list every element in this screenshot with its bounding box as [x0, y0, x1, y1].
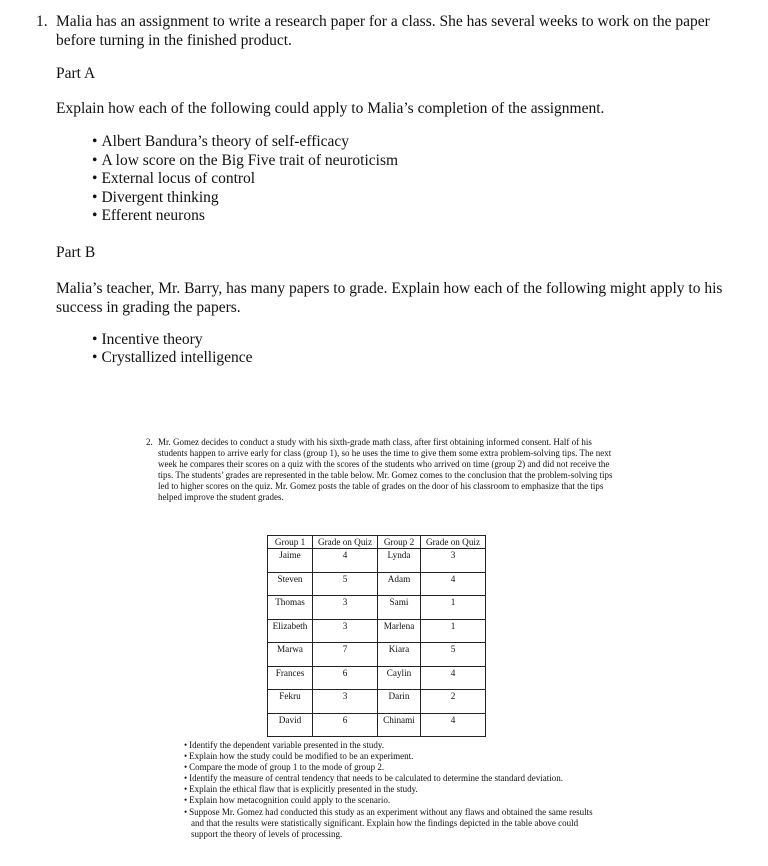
question-2 — [146, 437, 616, 504]
table-row — [268, 643, 486, 667]
table-cell: Fekru — [268, 690, 313, 714]
table-cell: 1 — [421, 596, 486, 620]
table-header: Grade on Quiz — [313, 536, 378, 549]
question-2-item: • Suppose Mr. Gomez had conducted this study as an experiment without any flaws and obtained the same results and that the results were statistically significant. Explain how the findings depicted in the table above could support the theory of levels of processing. — [184, 807, 604, 840]
part-b-item: • Crystallized intelligence — [92, 349, 736, 368]
question-2-item: • Identify the measure of central tendency that needs to be calculated to determine the standard deviation. — [184, 773, 604, 784]
table-cell: 3 — [313, 596, 378, 620]
table-cell: Thomas — [268, 596, 313, 620]
table-cell: Chinami — [378, 713, 421, 737]
table-cell: Darin — [378, 690, 421, 714]
table-cell: Frances — [268, 666, 313, 690]
table-cell: Kiara — [378, 643, 421, 667]
table-cell: 3 — [421, 549, 486, 573]
part-a-item: • Divergent thinking — [92, 189, 736, 208]
question-2-item: • Explain how metacognition could apply to the scenario. — [184, 795, 604, 806]
table-cell: Marwa — [268, 643, 313, 667]
table-cell: Caylin — [378, 666, 421, 690]
table-row — [268, 690, 486, 714]
table-cell: 4 — [421, 713, 486, 737]
question-2-item: • Identify the dependent variable presented in the study. — [184, 740, 604, 751]
table-cell: Sami — [378, 596, 421, 620]
table-cell: 3 — [313, 690, 378, 714]
table-cell: 2 — [421, 690, 486, 714]
question-2-body — [158, 437, 616, 504]
table-cell: 4 — [421, 666, 486, 690]
part-b-item: • Incentive theory — [92, 331, 736, 350]
question-2-list — [184, 740, 604, 840]
table-row — [268, 713, 486, 737]
question-2-number: 2. — [146, 437, 153, 447]
table-cell: Elizabeth — [268, 619, 313, 643]
question-1-number: 1. — [36, 13, 48, 30]
table-cell: Adam — [378, 572, 421, 596]
part-a-item: • A low score on the Big Five trait of neuroticism — [92, 152, 736, 171]
part-b-prompt: Malia’s teacher, Mr. Barry, has many papers to grade. Explain how each of the following might apply to his success in grading the papers. — [56, 279, 723, 316]
question-1-body — [56, 12, 736, 368]
table-cell: Lynda — [378, 549, 421, 573]
part-a-label: Part A — [56, 65, 96, 82]
table-header: Group 1 — [268, 536, 313, 549]
question-2-item: • Explain how the study could be modified to be an experiment. — [184, 751, 604, 762]
question-2-intro: Mr. Gomez decides to conduct a study with his sixth-grade math class, after first obtaining informed consent. Half of his students happen to arrive early for class (group 1), so he uses the time to give them some extra problem-solving tips. The next week he compares their scores on a quiz with the scores of the students who arrived on time (group 2) and did not receive the tips. The students’ grades are represented in the table below. Mr. Gomez comes to the conclusion that the problem-solving tips led to higher scores on the quiz. Mr. Gomez posts the table of grades on the door of his classroom to emphasize that the tips helped improve the student grades. — [158, 437, 613, 503]
table-cell: 5 — [313, 572, 378, 596]
table-header-row — [268, 536, 486, 549]
table-cell: Steven — [268, 572, 313, 596]
part-a-item: • Albert Bandura’s theory of self-efficacy — [92, 133, 736, 152]
part-a-item: • Efferent neurons — [92, 207, 736, 226]
part-a-list — [56, 133, 736, 226]
grades-table — [267, 535, 486, 737]
table-row — [268, 572, 486, 596]
table-cell: 6 — [313, 713, 378, 737]
table-cell: 4 — [421, 572, 486, 596]
table-cell: 1 — [421, 619, 486, 643]
question-2-item: • Explain the ethical flaw that is explicitly presented in the study. — [184, 784, 604, 795]
table-row — [268, 666, 486, 690]
table-cell: 6 — [313, 666, 378, 690]
part-b-label: Part B — [56, 243, 96, 261]
question-2-item: • Compare the mode of group 1 to the mode of group 2. — [184, 762, 604, 773]
question-1 — [36, 12, 736, 368]
part-a-item: • External locus of control — [92, 170, 736, 189]
question-1-intro: Malia has an assignment to write a research paper for a class. She has several weeks to work on the paper before turning in the finished product. — [56, 13, 710, 49]
table-cell: David — [268, 713, 313, 737]
table-header: Group 2 — [378, 536, 421, 549]
part-b-list — [56, 331, 736, 368]
table-cell: Jaime — [268, 549, 313, 573]
table-header: Grade on Quiz — [421, 536, 486, 549]
table-cell: 5 — [421, 643, 486, 667]
table-row — [268, 549, 486, 573]
table-cell: Marlena — [378, 619, 421, 643]
table-cell: 7 — [313, 643, 378, 667]
table-cell: 3 — [313, 619, 378, 643]
table-row — [268, 596, 486, 620]
table-row — [268, 619, 486, 643]
part-a-prompt: Explain how each of the following could apply to Malia’s completion of the assignment. — [56, 100, 605, 117]
table-cell: 4 — [313, 549, 378, 573]
